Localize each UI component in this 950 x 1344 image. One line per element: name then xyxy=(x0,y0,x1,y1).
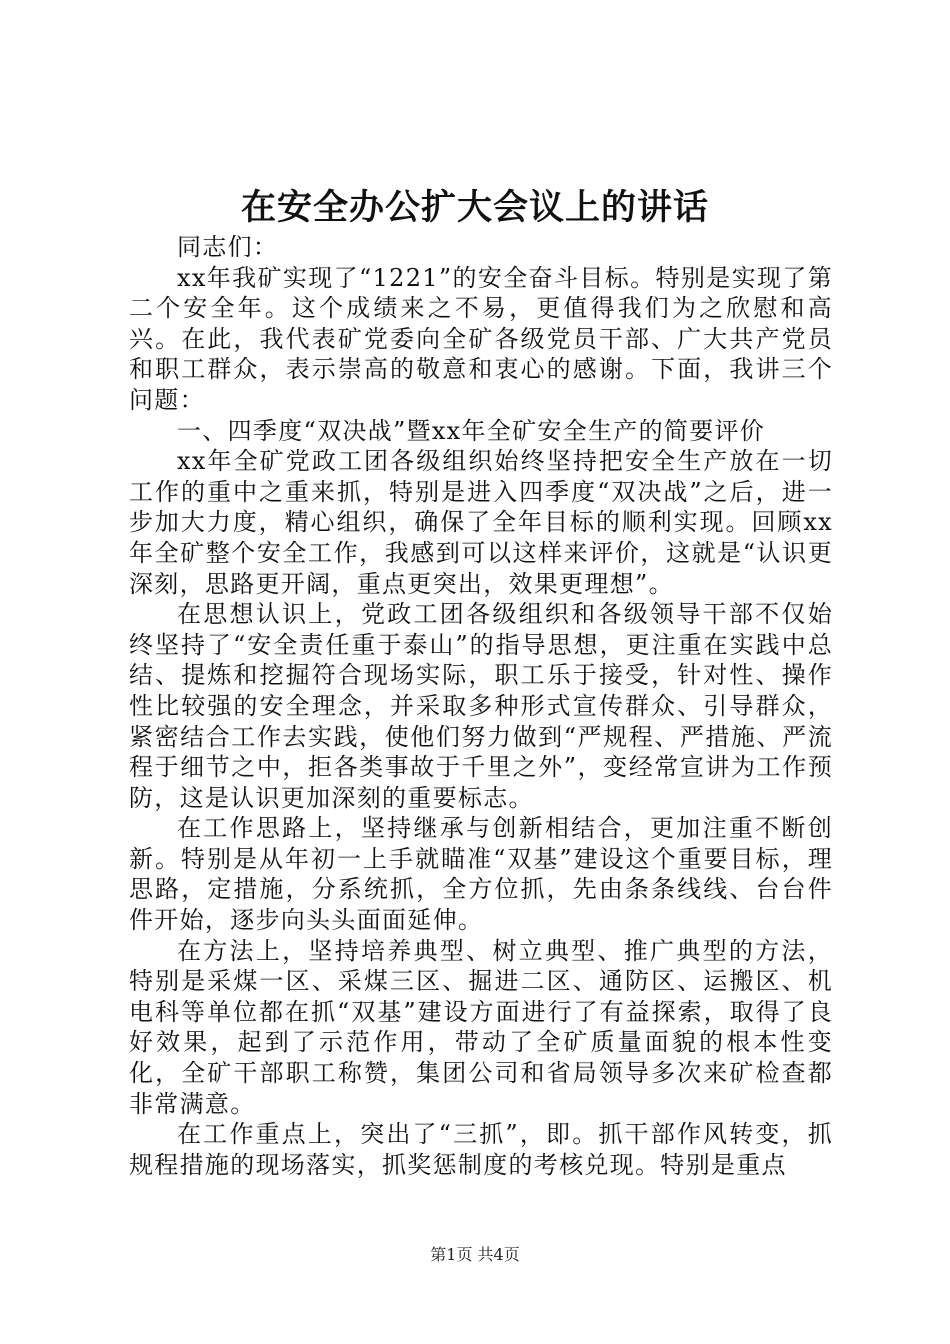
document-title: 在安全办公扩大会议上的讲话 xyxy=(240,187,709,228)
paragraph-approach: 在工作思路上，坚持继承与创新相结合，更加注重不断创新。特别是从年初一上手就瞄准“双基”建设这个重要目标，理思路，定措施，分系统抓，全方位抓，先由条条线线、台台件件开始，逐步向头头面面延伸。 xyxy=(129,814,833,935)
salutation: 同志们： xyxy=(177,233,279,261)
paragraph-overview: xx年全矿党政工团各级组织始终坚持把安全生产放在一切工作的重中之重来抓，特别是进入四季度“双决战”之后，进一步加大力度，精心组织，确保了全年目标的顺利实现。回顾xx年全矿整个安全工作，我感到可以这样来评价，这就是“认识更深刻，思路更开阔，重点更突出，效果更理想”。 xyxy=(129,447,833,598)
paragraph-focus: 在工作重点上，突出了“三抓”，即。抓干部作风转变，抓规程措施的现场落实，抓奖惩制度的考核兑现。特别是重点 xyxy=(129,1120,833,1179)
paragraph-method: 在方法上，坚持培养典型、树立典型、推广典型的方法，特别是采煤一区、采煤三区、掘进二区、通防区、运搬区、机电科等单位都在抓“双基”建设方面进行了有益探索，取得了良好效果，起到了示范作用，带动了全矿质量面貌的根本性变化，全矿干部职工称赞，集团公司和省局领导多次来矿检查都非常满意。 xyxy=(129,936,833,1118)
paragraph-intro: xx年我矿实现了“1221”的安全奋斗目标。特别是实现了第二个安全年。这个成绩来之不易，更值得我们为之欣慰和高兴。在此，我代表矿党委向全矿各级党员干部、广大共产党员和职工群众，表示崇高的敬意和衷心的感谢。下面，我讲三个问题： xyxy=(129,263,833,414)
document-body xyxy=(129,232,833,1180)
paragraph-thinking: 在思想认识上，党政工团各级组织和各级领导干部不仅始终坚持了“安全责任重于泰山”的指导思想，更注重在实践中总结、提炼和挖掘符合现场实际，职工乐于接受，针对性、操作性比较强的安全理念，并采取多种形式宣传群众、引导群众，紧密结合工作去实践，使他们努力做到“严规程、严措施、严流程于细节之中，拒各类事故于千里之外”，变经常宣讲为工作预防，这是认识更加深刻的重要标志。 xyxy=(129,600,833,812)
section-heading-1: 一、四季度“双决战”暨xx年全矿安全生产的简要评价 xyxy=(177,416,766,445)
page-number-footer: 第1页 共4页 xyxy=(430,1245,520,1264)
